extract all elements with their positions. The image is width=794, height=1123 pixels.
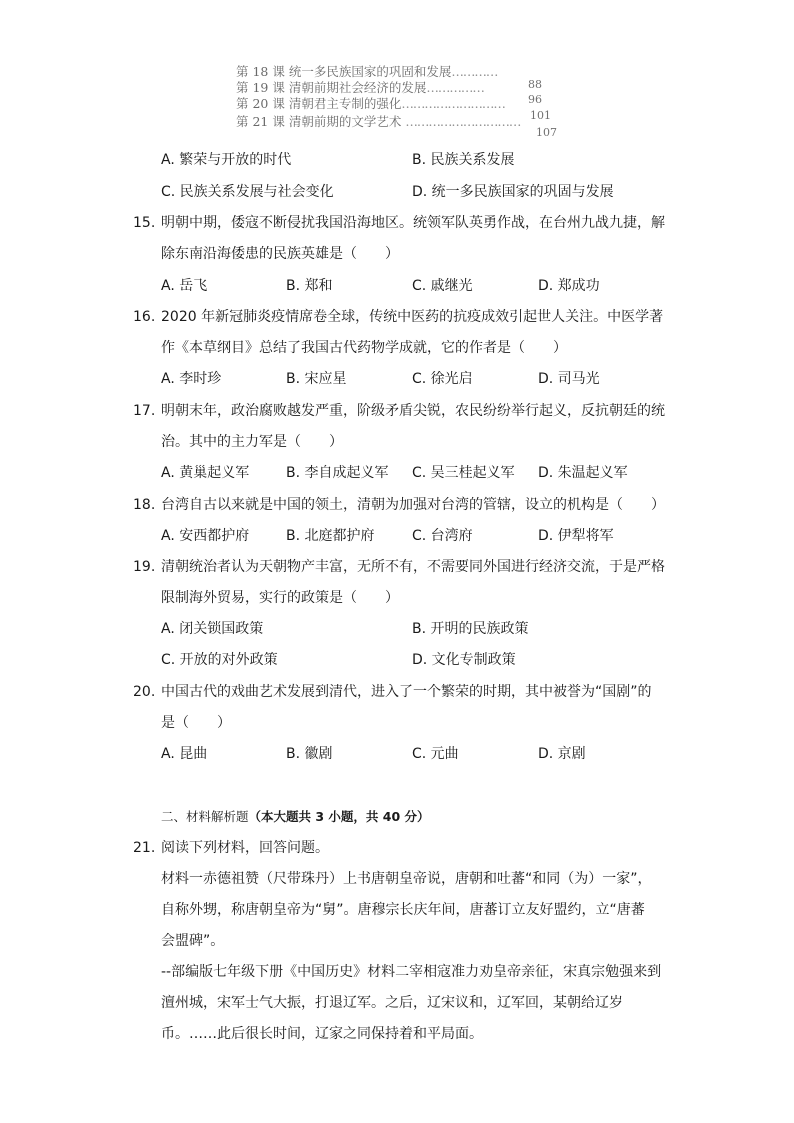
toc-title: 统一多民族国家的巩固和发展 bbox=[288, 64, 452, 79]
toc-dots: ……………………… bbox=[401, 96, 505, 111]
q17-stem-line-2: 治。其中的主力军是（ ） bbox=[161, 434, 343, 450]
q21-number: 21. bbox=[133, 840, 156, 856]
q21-line-1: 阅读下列材料，回答问题。 bbox=[161, 840, 329, 856]
q17-option-b[interactable]: B. 李自成起义军 bbox=[286, 465, 389, 481]
toc-page-21: 107 bbox=[536, 126, 557, 139]
q19-option-b[interactable]: B. 开明的民族政策 bbox=[412, 621, 529, 637]
q19-option-d[interactable]: D. 文化专制政策 bbox=[412, 652, 516, 668]
q20-stem-line-1: 中国古代的戏曲艺术发展到清代，进入了一个繁荣的时期，其中被誉为“国剧”的 bbox=[161, 684, 652, 700]
toc-title: 清朝前期社会经济的发展 bbox=[288, 80, 427, 95]
toc-image-fragment bbox=[226, 56, 566, 142]
q16-option-d[interactable]: D. 司马光 bbox=[538, 371, 600, 387]
q17-option-a[interactable]: A. 黄巢起义军 bbox=[161, 465, 250, 481]
toc-dots: ………………………… bbox=[405, 114, 521, 129]
q16-option-b[interactable]: B. 宋应星 bbox=[286, 371, 347, 387]
q18-option-c[interactable]: C. 台湾府 bbox=[412, 528, 473, 544]
q16-option-c[interactable]: C. 徐光启 bbox=[412, 371, 473, 387]
q14-option-a[interactable]: A. 繁荣与开放的时代 bbox=[161, 152, 292, 168]
q14-option-d[interactable]: D. 统一多民族国家的巩固与发展 bbox=[412, 184, 614, 200]
q15-option-c[interactable]: C. 戚继光 bbox=[412, 278, 473, 294]
section-title: 二、材料解析题 bbox=[161, 809, 249, 824]
toc-line-21 bbox=[236, 112, 520, 130]
toc-title: 清朝君主专制的强化 bbox=[288, 96, 402, 111]
q17-number: 17. bbox=[133, 403, 156, 419]
toc-lesson: 第 18 课 bbox=[236, 64, 285, 79]
toc-lesson: 第 21 课 bbox=[236, 114, 285, 129]
q18-option-a[interactable]: A. 安西都护府 bbox=[161, 528, 250, 544]
q15-stem-line-1: 明朝中期，倭寇不断侵扰我国沿海地区。统领军队英勇作战，在台州九战九捷，解 bbox=[161, 215, 665, 231]
q18-number: 18. bbox=[133, 497, 156, 513]
toc-lesson: 第 19 课 bbox=[236, 80, 285, 95]
q17-option-d[interactable]: D. 朱温起义军 bbox=[538, 465, 628, 481]
q21-line-6: 澶州城，宋军士气大振，打退辽军。之后，辽宋议和，辽军回，某朝给辽岁 bbox=[161, 995, 623, 1011]
q18-stem-line-1: 台湾自古以来就是中国的领土，清朝为加强对台湾的管辖，设立的机构是（ ） bbox=[161, 497, 665, 513]
section-heading bbox=[161, 807, 430, 825]
toc-page-19: 96 bbox=[528, 93, 542, 106]
q16-stem-line-1: 2020 年新冠肺炎疫情席卷全球，传统中医药的抗疫成效引起世人关注。中医学著 bbox=[161, 309, 664, 325]
q19-option-a[interactable]: A. 闭关锁国政策 bbox=[161, 621, 264, 637]
q16-number: 16. bbox=[133, 309, 156, 325]
q18-option-b[interactable]: B. 北庭都护府 bbox=[286, 528, 375, 544]
q20-option-d[interactable]: D. 京剧 bbox=[538, 746, 586, 762]
q15-option-b[interactable]: B. 郑和 bbox=[286, 278, 333, 294]
q17-stem-line-1: 明朝末年，政治腐败越发严重，阶级矛盾尖锐，农民纷纷举行起义，反抗朝廷的统 bbox=[161, 403, 665, 419]
q19-option-c[interactable]: C. 开放的对外政策 bbox=[161, 652, 278, 668]
toc-dots: ………… bbox=[451, 64, 498, 79]
q17-option-c[interactable]: C. 吴三桂起义军 bbox=[412, 465, 515, 481]
q21-line-7: 币。……此后很长时间，辽家之同保持着和平局面。 bbox=[161, 1026, 483, 1042]
q20-option-a[interactable]: A. 昆曲 bbox=[161, 746, 208, 762]
q19-number: 19. bbox=[133, 559, 156, 575]
q14-option-c[interactable]: C. 民族关系发展与社会变化 bbox=[161, 184, 334, 200]
toc-lesson: 第 20 课 bbox=[236, 96, 285, 111]
q21-line-2: 材料一赤德祖赞（尺带珠丹）上书唐朝皇帝说，唐朝和吐蕃“和同（为）一家”， bbox=[161, 871, 652, 887]
q15-option-a[interactable]: A. 岳飞 bbox=[161, 278, 208, 294]
q15-stem-line-2: 除东南沿海倭患的民族英雄是（ ） bbox=[161, 246, 399, 262]
q16-option-a[interactable]: A. 李时珍 bbox=[161, 371, 222, 387]
section-note: （本大题共 3 小题，共 40 分） bbox=[248, 809, 430, 824]
q20-stem-line-2: 是（ ） bbox=[161, 715, 231, 731]
q14-option-b[interactable]: B. 民族关系发展 bbox=[412, 152, 515, 168]
toc-title: 清朝前期的文学艺术 bbox=[288, 114, 402, 129]
q21-line-3: 自称外甥，称唐朝皇帝为“舅”。唐穆宗长庆年间，唐蕃订立友好盟约，立“唐蕃 bbox=[161, 902, 645, 918]
toc-line-20 bbox=[236, 94, 505, 112]
q15-option-d[interactable]: D. 郑成功 bbox=[538, 278, 600, 294]
q19-stem-line-1: 清朝统治者认为天朝物产丰富，无所不有，不需要同外国进行经济交流，于是严格 bbox=[161, 559, 665, 575]
q20-option-c[interactable]: C. 元曲 bbox=[412, 746, 459, 762]
q21-line-5: --部编版七年级下册《中国历史》材料二宰相寇准力劝皇帝亲征，宋真宗勉强来到 bbox=[161, 964, 662, 980]
q21-line-4: 会盟碑”。 bbox=[161, 933, 225, 949]
toc-page-18: 88 bbox=[528, 78, 542, 91]
q18-option-d[interactable]: D. 伊犁将军 bbox=[538, 528, 614, 544]
toc-page-20: 101 bbox=[530, 109, 551, 122]
q20-number: 20. bbox=[133, 684, 156, 700]
q19-stem-line-2: 限制海外贸易，实行的政策是（ ） bbox=[161, 590, 399, 606]
q20-option-b[interactable]: B. 徽剧 bbox=[286, 746, 333, 762]
q16-stem-line-2: 作《本草纲目》总结了我国古代药物学成就，它的作者是（ ） bbox=[161, 340, 567, 356]
q15-number: 15. bbox=[133, 215, 156, 231]
toc-dots: …………… bbox=[426, 80, 484, 95]
